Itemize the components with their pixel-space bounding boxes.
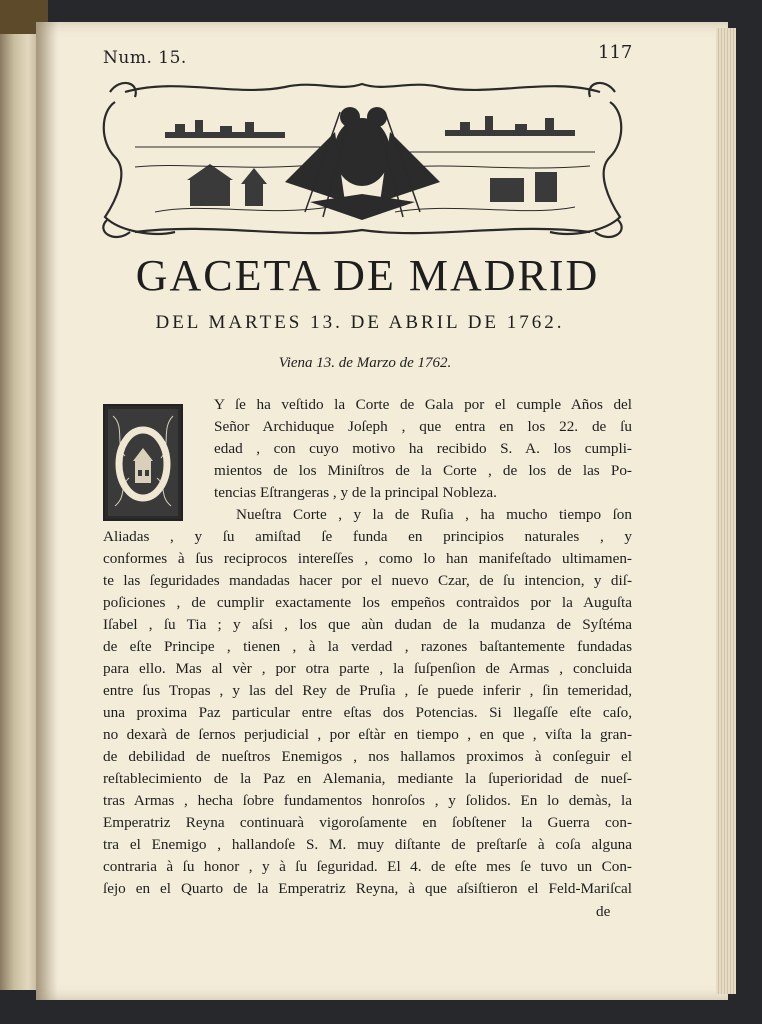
body-line: Nueſtra Corte , y la de Ruſia , ha mucho tiempo ſon [236,506,632,523]
drop-cap-o [103,404,183,521]
body-line: Señor Archiduque Joſeph , que entra en los 22. de ſu [214,418,632,435]
body-line: una proxima Paz particular entre eſtas dos Potencias. Si llegaſſe eſte caſo, [103,704,632,721]
body-line: poſiciones , de cumplir exactamente los empeños contraìdos por la Auguſta [103,594,632,611]
gutter-shadow [36,22,58,1000]
issue-number: Num. 15. [103,48,187,68]
masthead-subtitle: DEL MARTES 13. DE ABRIL DE 1762. [155,312,565,333]
page-stack-edge [716,28,736,994]
body-line: ſejo en el Quarto de la Emperatriz Reyna, à que aſsiſtieron el Feld-Mariſcal [103,880,632,897]
body-line: de debilidad de nueſtros Enemigos , nos hallamos proximos à conſeguir el [103,748,632,765]
page-number: 117 [598,42,633,63]
body-line: contraria à ſu honor , y à ſu ſeguridad. El 4. de eſte mes ſe tuvo un Con- [103,858,632,875]
body-line: Y ſe ha veſtido la Corte de Gala por el cumple Años del [214,396,632,413]
body-line: te las ſeguridades mandadas hacer por el nuevo Czar, de ſu intencion, y diſ- [103,572,632,589]
masthead-engraving [95,72,630,242]
body-line: Iſabel , ſu Tia ; y aſsi , los que aùn dudan de la mudanza de Syſtéma [103,616,632,633]
masthead-title: GACETA DE MADRID [135,251,600,300]
body-line: de eſte Principe , tienen , à la verdad , razones baſtantemente fundadas [103,638,632,655]
body-line: entre ſus Tropas , y las del Rey de Pruſia , ſe puede inferir , ſin temeridad, [103,682,632,699]
body-line: tencias Eſtrangeras , y de la principal Nobleza. [214,484,497,501]
body-line: edad , con cuyo motivo ha recibido S. A. los cumpli- [214,440,632,457]
body-line: conformes à ſus reciprocos intereſſes , como lo han manifeſtado ultimamen- [103,550,632,567]
body-line: no dexarà de ſernos perjudicial , por eſtàr en tiempo , en que , viſta la gran- [103,726,632,743]
body-line: tras Armas , hecha ſobre fundamentos honroſos , y ſolidos. En lo demàs, la [103,792,632,809]
body-line: tra el Enemigo , hallandoſe S. M. muy diſtante de preſtarſe à coſa alguna [103,836,632,853]
dateline: Viena 13. de Marzo de 1762. [278,355,452,371]
catchword: de [596,903,611,920]
left-page-edge [0,30,40,990]
body-line: reſtablecimiento de la Paz en Alemania, mediante la ſuperioridad de nueſ- [103,770,632,787]
body-line: Emperatriz Reyna continuarà vigoroſamente en ſobſtener la Guerra con- [103,814,632,831]
body-line: para ello. Mas al vèr , por otra parte , la ſuſpenſion de Armas , concluida [103,660,632,677]
body-line: Aliadas , y ſu amiſtad ſe funda en principios naturales , y [103,528,632,545]
body-line: mientos de los Miniſtros de la Corte , de los de las Po- [214,462,632,479]
